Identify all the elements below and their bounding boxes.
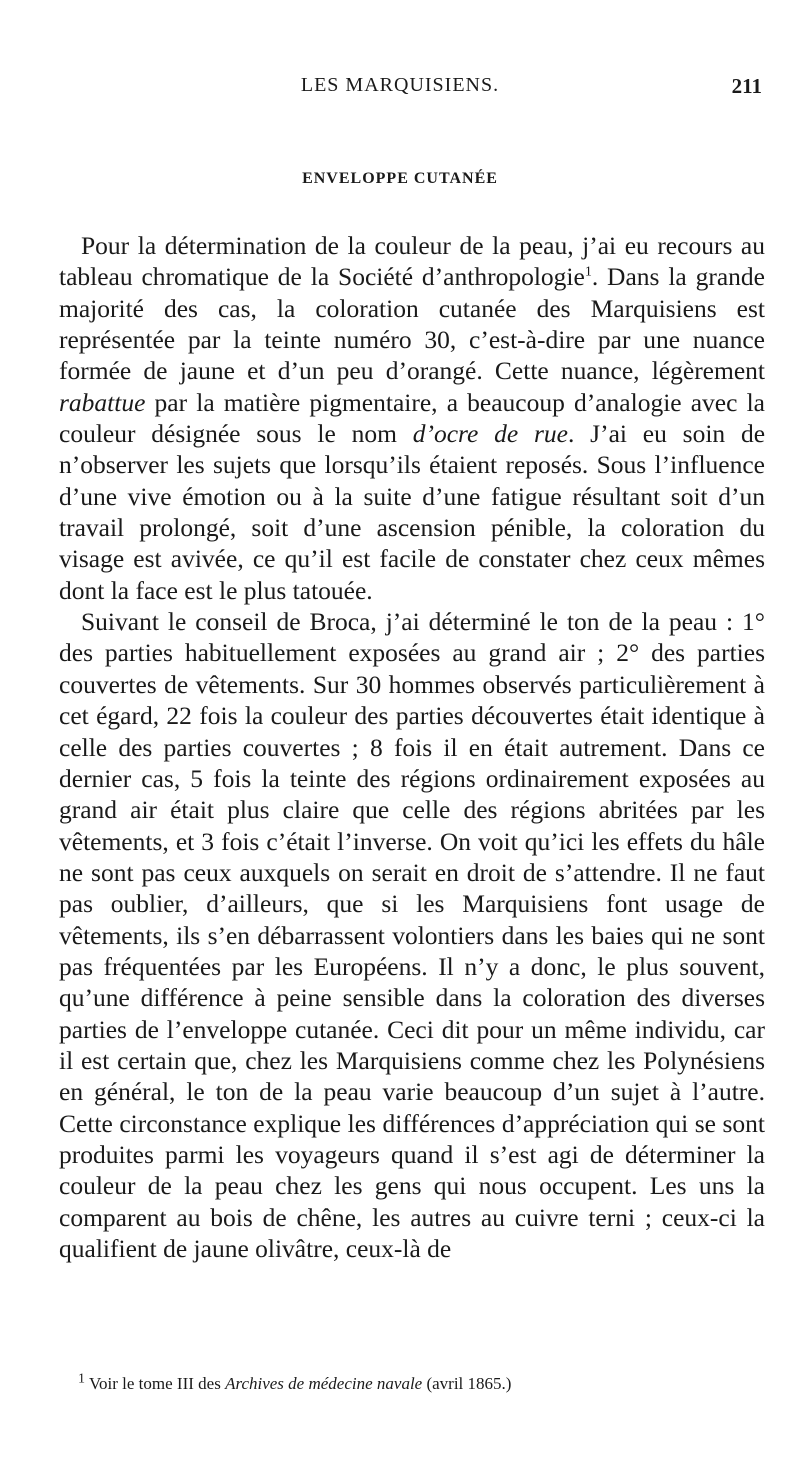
footnote [78,1371,768,1394]
footnote-text-a: Voir le tome III des [85,1374,226,1393]
page-number: 211 [731,74,762,98]
paragraph-1-text-b: . Dans la grande majorité des cas, la coloration cutanée des Marquisiens est représentée par la teinte numéro 30, c’est-à-dire par une nuance formée de jaune et d’un peu d’orangé. Cette nuance, légèrement [59,262,765,386]
footnote-journal-title: Archives de médecine navale [225,1374,423,1393]
body-text [59,230,765,1264]
paragraph-1-text-d: . J’ai eu soin de n’observer les sujets que lorsqu’ils étaient reposés. Sous l’influence d’une vive émotion ou à la suite d’une fatigue résultant soit d’un travail prolongé, soit d’une ascension pénible, la coloration du visage est avivée, ce qu’il est facile de constater chez ceux mêmes dont la face est le plus tatouée. [59,419,766,605]
paragraph-1-text-a: Pour la détermination de la couleur de la peau, j’ai eu recours au tableau chromatique de la Société d’anthropologie [59,231,765,292]
paragraph-2: Suivant le conseil de Broca, j’ai déterminé le ton de la peau : 1° des parties habituellement exposées au grand air ; 2° des parties couvertes de vêtements. Sur 30 hommes observés particulièrement à cet égard, 22 fois la couleur des parties découvertes était identique à celle des parties couvertes ; 8 fois il en était autrement. Dans ce dernier cas, 5 fois la teinte des régions ordinairement exposées au grand air était plus claire que celle des régions abritées par les vêtements, et 3 fois c’était l’inverse. On voit qu’ici les effets du hâle ne sont pas ceux auxquels on serait en droit de s’attendre. Il ne faut pas oublier, d’ailleurs, que si les Marquisiens font usage de vêtements, ils s’en débarrassent volontiers dans les baies qui ne sont pas fréquentées par les Européens. Il n’y a donc, le plus souvent, qu’une différence à peine sensible dans la coloration des diverses parties de l’enveloppe cutanée. Ceci dit pour un même individu, car il est certain que, chez les Marquisiens comme chez les Polynésiens en général, le ton de la peau varie beaucoup d’un sujet à l’autre. Cette circonstance explique les différences d’appréciation qui se sont produites parmi les voyageurs quand il s’est agi de déterminer la couleur de la peau chez les gens qui nous occupent. Les uns la comparent au bois de chêne, les autres au cuivre terni ; ceux-ci la qualifient de jaune olivâtre, ceux-là de [59,607,765,1263]
section-title: ENVELOPPE CUTANÉE [302,170,498,187]
paragraph-1 [59,230,765,606]
footnote-reference: 1 [584,264,592,280]
paragraph-1-text-c: par la matière pigmentaire, a beaucoup d’analogie avec la couleur désignée sous le nom [59,387,765,449]
running-head [0,74,800,104]
italic-term-ocre-de-rue: d’ocre de rue [412,419,568,449]
footnote-marker: 1 [78,1371,85,1387]
italic-term-rabattue: rabattue [59,387,146,417]
footnote-text-b: (avril 1865.) [422,1374,512,1393]
running-head-title: LES MARQUISIENS. [300,74,500,96]
